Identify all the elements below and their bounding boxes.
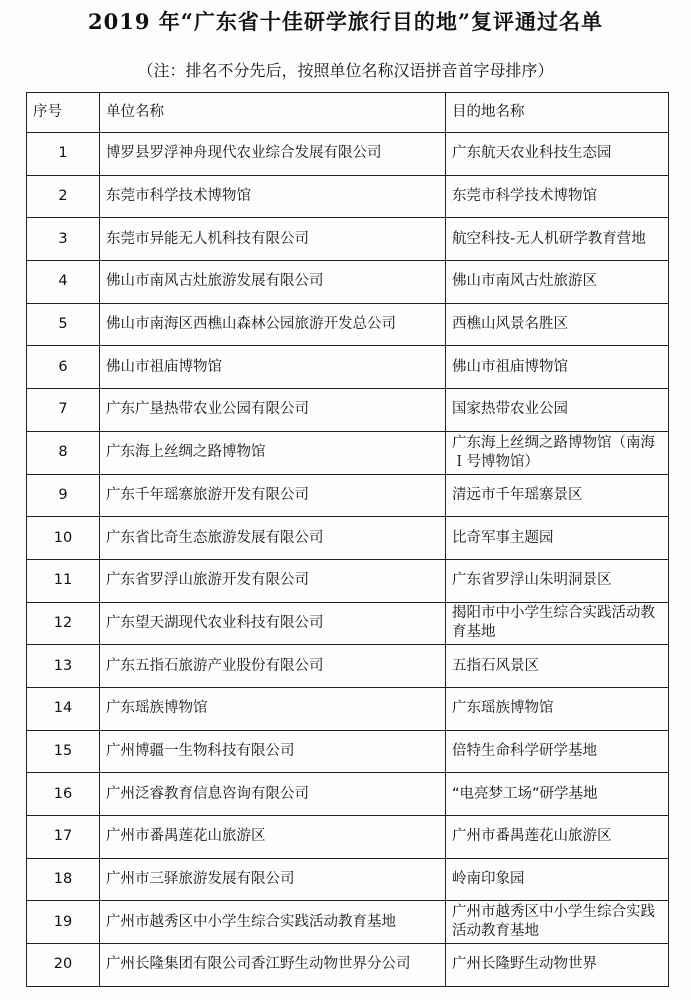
table-row <box>27 645 669 688</box>
destination-name-cell: 广东海上丝绸之路博物馆（南海Ｉ号博物馆） <box>446 431 669 474</box>
unit-name-cell: 广东海上丝绸之路博物馆 <box>100 431 446 474</box>
table-row <box>27 687 669 730</box>
table-row <box>27 218 669 261</box>
header-serial-number: 序号 <box>27 93 100 133</box>
unit-name-cell: 广州市番禺莲花山旅游区 <box>100 816 446 859</box>
table-row <box>27 133 669 176</box>
destination-name-cell: 广州长隆野生动物世界 <box>446 944 669 987</box>
unit-name-cell: 广东望天湖现代农业科技有限公司 <box>100 602 446 645</box>
serial-number-cell: 9 <box>27 474 100 517</box>
serial-number-cell: 12 <box>27 602 100 645</box>
destination-name-cell: 广东省罗浮山朱明洞景区 <box>446 559 669 602</box>
destination-name-cell: 岭南印象园 <box>446 858 669 901</box>
unit-name-cell: 广东瑶族博物馆 <box>100 687 446 730</box>
serial-number-cell: 20 <box>27 944 100 987</box>
table-row <box>27 517 669 560</box>
sorting-note: （注：排名不分先后，按照单位名称汉语拼音首字母排序） <box>137 61 554 80</box>
unit-name-cell: 广东广垦热带农业公园有限公司 <box>100 389 446 432</box>
table-row <box>27 901 669 944</box>
destination-name-cell: 广州市越秀区中小学生综合实践活动教育基地 <box>446 901 669 944</box>
destination-name-cell: 佛山市南风古灶旅游区 <box>446 261 669 304</box>
table-row <box>27 773 669 816</box>
unit-name-cell: 广州市越秀区中小学生综合实践活动教育基地 <box>100 901 446 944</box>
serial-number-cell: 8 <box>27 431 100 474</box>
serial-number-cell: 6 <box>27 346 100 389</box>
serial-number-cell: 3 <box>27 218 100 261</box>
header-unit-name: 单位名称 <box>100 93 446 133</box>
serial-number-cell: 7 <box>27 389 100 432</box>
serial-number-cell: 18 <box>27 858 100 901</box>
unit-name-cell: 佛山市南风古灶旅游发展有限公司 <box>100 261 446 304</box>
table-row <box>27 261 669 304</box>
destination-name-cell: 揭阳市中小学生综合实践活动教育基地 <box>446 602 669 645</box>
table-header-row <box>27 93 669 133</box>
document-title: 2019 年“广东省十佳研学旅行目的地”复评通过名单 <box>88 9 603 34</box>
destination-name-cell: 广东瑶族博物馆 <box>446 687 669 730</box>
destination-name-cell: 比奇军事主题园 <box>446 517 669 560</box>
destination-name-cell: 广州市番禺莲花山旅游区 <box>446 816 669 859</box>
destination-name-cell: 清远市千年瑶寨景区 <box>446 474 669 517</box>
unit-name-cell: 佛山市南海区西樵山森林公园旅游开发总公司 <box>100 303 446 346</box>
table-row <box>27 474 669 517</box>
unit-name-cell: 博罗县罗浮神舟现代农业综合发展有限公司 <box>100 133 446 176</box>
destination-name-cell: 国家热带农业公园 <box>446 389 669 432</box>
table-row <box>27 944 669 987</box>
table-row <box>27 346 669 389</box>
unit-name-cell: 广东省比奇生态旅游发展有限公司 <box>100 517 446 560</box>
serial-number-cell: 16 <box>27 773 100 816</box>
table-row <box>27 175 669 218</box>
serial-number-cell: 4 <box>27 261 100 304</box>
table-row <box>27 858 669 901</box>
destination-name-cell: “电亮梦工场”研学基地 <box>446 773 669 816</box>
serial-number-cell: 13 <box>27 645 100 688</box>
destination-name-cell: 佛山市祖庙博物馆 <box>446 346 669 389</box>
destination-table <box>26 92 669 987</box>
unit-name-cell: 佛山市祖庙博物馆 <box>100 346 446 389</box>
destination-name-cell: 航空科技-无人机研学教育营地 <box>446 218 669 261</box>
unit-name-cell: 广州博疆一生物科技有限公司 <box>100 730 446 773</box>
table-row <box>27 303 669 346</box>
unit-name-cell: 东莞市异能无人机科技有限公司 <box>100 218 446 261</box>
destination-name-cell: 西樵山风景名胜区 <box>446 303 669 346</box>
unit-name-cell: 广东省罗浮山旅游开发有限公司 <box>100 559 446 602</box>
serial-number-cell: 1 <box>27 133 100 176</box>
destination-name-cell: 广东航天农业科技生态园 <box>446 133 669 176</box>
serial-number-cell: 14 <box>27 687 100 730</box>
unit-name-cell: 广州长隆集团有限公司香江野生动物世界分公司 <box>100 944 446 987</box>
table-row <box>27 816 669 859</box>
destination-name-cell: 五指石风景区 <box>446 645 669 688</box>
unit-name-cell: 东莞市科学技术博物馆 <box>100 175 446 218</box>
table-row <box>27 730 669 773</box>
table-row <box>27 431 669 474</box>
serial-number-cell: 11 <box>27 559 100 602</box>
serial-number-cell: 19 <box>27 901 100 944</box>
serial-number-cell: 2 <box>27 175 100 218</box>
destination-name-cell: 倍特生命科学研学基地 <box>446 730 669 773</box>
table-row <box>27 602 669 645</box>
serial-number-cell: 10 <box>27 517 100 560</box>
table-row <box>27 559 669 602</box>
unit-name-cell: 广州泛睿教育信息咨询有限公司 <box>100 773 446 816</box>
destination-name-cell: 东莞市科学技术博物馆 <box>446 175 669 218</box>
unit-name-cell: 广州市三驿旅游发展有限公司 <box>100 858 446 901</box>
header-destination-name: 目的地名称 <box>446 93 669 133</box>
unit-name-cell: 广东五指石旅游产业股份有限公司 <box>100 645 446 688</box>
table-row <box>27 389 669 432</box>
serial-number-cell: 5 <box>27 303 100 346</box>
serial-number-cell: 15 <box>27 730 100 773</box>
unit-name-cell: 广东千年瑶寨旅游开发有限公司 <box>100 474 446 517</box>
serial-number-cell: 17 <box>27 816 100 859</box>
